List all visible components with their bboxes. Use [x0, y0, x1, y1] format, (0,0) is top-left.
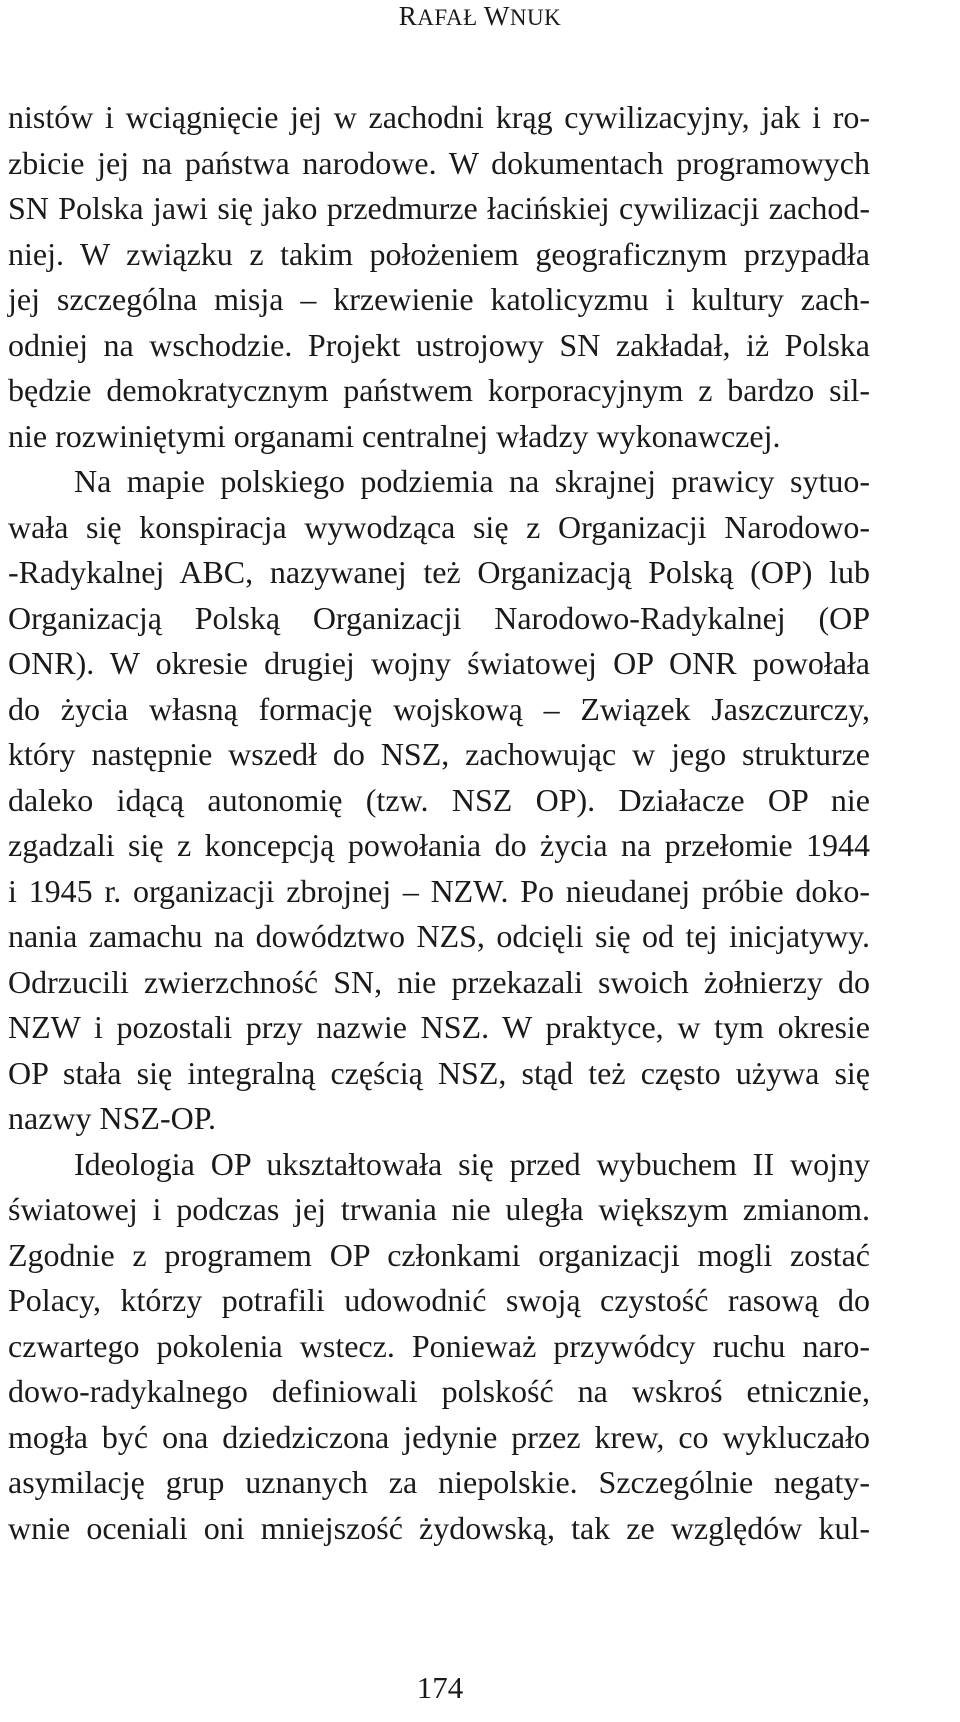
text-line: SN Polska jawi się jako przedmurze łacińskiej cywilizacji zachod- [8, 190, 870, 226]
text-line: zbicie jej na państwa narodowe. W dokumentach programowych [8, 144, 870, 181]
text-line: odniej na wschodzie. Projekt ustrojowy SN zakładał, iż Polska [8, 326, 870, 363]
text-line: Na mapie polskiego podziemia na skrajnej prawicy sytuo- [74, 463, 870, 499]
text-line: i 1945 r. organizacji zbrojnej – NZW. Po nieudanej próbie doko- [8, 872, 870, 909]
author-first-rest: AFAŁ [417, 5, 478, 30]
text-line: NZW i pozostali przy nazwie NSZ. W praktyce, w tym okresie [8, 1009, 870, 1045]
text-line: będzie demokratycznym państwem korporacyjnym z bardzo sil- [8, 372, 870, 408]
body-text [8, 95, 870, 1551]
text-line: niej. W związku z takim położeniem geograficznym przypadła [8, 235, 870, 272]
text-line: Ideologia OP ukształtowała się przed wybuchem II wojny [74, 1145, 870, 1182]
text-line: -Radykalnej ABC, nazywanej też Organizacją Polską (OP) lub [8, 554, 870, 590]
text-line: nazwy NSZ-OP. [8, 1100, 216, 1136]
text-line: nania zamachu na dowództwo NZS, odcięli się od tej inicjatywy. [8, 918, 870, 954]
author-last-rest: NUK [509, 5, 562, 30]
text-line: nistów i wciągnięcie jej w zachodni krąg cywilizacyjny, jak i ro- [8, 99, 870, 135]
text-line: Zgodnie z programem OP członkami organizacji mogli zostać [8, 1236, 870, 1273]
text-line: do życia własną formację wojskową – Związek Jaszczurczy, [8, 690, 870, 727]
text-line: nie rozwiniętymi organami centralnej władzy wykonawczej. [8, 417, 781, 454]
author-first-initial: R [398, 1, 418, 31]
running-head-author [0, 2, 960, 32]
text-line: OP stała się integralną częścią NSZ, stąd też często używa się [8, 1054, 870, 1091]
text-line: asymilację grup uznanych za niepolskie. Szczególnie negaty- [8, 1464, 870, 1500]
page-number: 174 [416, 1670, 464, 1705]
text-line: dowo-radykalnego definiowali polskość na wskroś etnicznie, [8, 1373, 870, 1409]
text-line: jej szczególna misja – krzewienie katolicyzmu i kultury zach- [8, 281, 870, 317]
text-line: Polacy, którzy potrafili udowodnić swoją czystość rasową do [8, 1282, 870, 1318]
author-last-initial: W [483, 1, 510, 31]
text-line: daleko idącą autonomię (tzw. NSZ OP). Działacze OP nie [8, 781, 870, 818]
text-line: światowej i podczas jej trwania nie uległa większym zmianom. [8, 1191, 870, 1227]
text-line: który następnie wszedł do NSZ, zachowując w jego strukturze [8, 736, 870, 772]
text-line: ONR). W okresie drugiej wojny światowej OP ONR powołała [8, 645, 870, 681]
text-line: Odrzucili zwierzchność SN, nie przekazali swoich żołnierzy do [8, 963, 870, 1000]
text-line: wała się konspiracja wywodząca się z Organizacji Narodowo- [8, 508, 870, 545]
text-line: wnie oceniali oni mniejszość żydowską, tak ze względów kul- [8, 1509, 870, 1546]
text-line: czwartego pokolenia wstecz. Ponieważ przywódcy ruchu naro- [8, 1327, 870, 1364]
text-line: Organizacją Polską Organizacji Narodowo-Radykalnej (OP [8, 599, 870, 636]
text-line: zgadzali się z koncepcją powołania do życia na przełomie 1944 [8, 827, 870, 863]
text-line: mogła być ona dziedziczona jedynie przez krew, co wykluczało [8, 1418, 870, 1455]
